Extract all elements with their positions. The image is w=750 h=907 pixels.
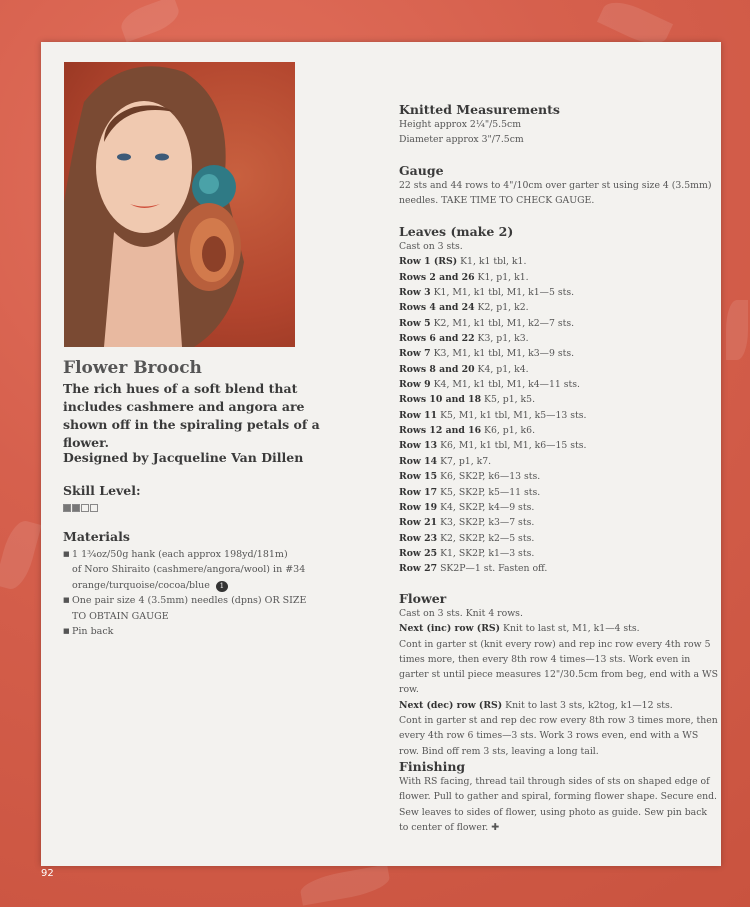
finishing-heading: Finishing (399, 759, 466, 774)
leaves-row: Row 1 (RS) K1, k1 tbl, k1. (399, 256, 527, 268)
leaves-row: Row 25 K1, SK2P, k1—3 sts. (399, 547, 535, 559)
yarn-weight-icon: 1 (216, 581, 228, 592)
pattern-title: Flower Brooch (63, 358, 202, 378)
leaves-row: Row 23 K2, SK2P, k2—5 sts. (399, 532, 535, 544)
leaves-row: Row 21 K3, SK2P, k3—7 sts. (399, 517, 535, 529)
model-with-flower-brooch-image (64, 62, 295, 347)
flower-dec-row: Next (dec) row (RS) Knit to last 3 sts, k2tog, k1—12 sts. (399, 699, 673, 711)
materials-item: of Noro Shiraito (cashmere/angora/wool) in #34 (72, 564, 306, 576)
knitted-measurements-section (399, 102, 719, 148)
leaves-row: Row 11 K5, M1, k1 tbl, M1, k5—13 sts. (399, 409, 587, 421)
flower-instructions-2: Cont in garter st and rep dec row every 8th row 3 times more, then every 4th row 6 times—3 sts. Work 3 rows even, end with a WS row. Bind off rem 3 sts, leaving a long tail. (399, 715, 718, 757)
skill-box-filled (63, 504, 71, 512)
leaves-row: Row 19 K4, SK2P, k4—9 sts. (399, 501, 535, 513)
background-pattern (117, 0, 183, 42)
background-pattern (726, 300, 748, 360)
leaves-row: Row 14 K7, p1, k7. (399, 455, 492, 467)
leaves-row: Row 7 K3, M1, k1 tbl, M1, k3—9 sts. (399, 348, 575, 360)
skill-level-label: Skill Level: (63, 483, 141, 498)
gauge-text: 22 sts and 44 rows to 4"/10cm over garter st using size 4 (3.5mm) needles. TAKE TIME TO CHECK GAUGE. (399, 180, 712, 207)
height-measurement: Height approx 2¼"/5.5cm (399, 119, 522, 130)
skill-box-empty (81, 504, 89, 512)
leaves-row: Rows 12 and 16 K6, p1, k6. (399, 425, 536, 437)
leaves-row: Row 27 SK2P—1 st. Fasten off. (399, 563, 548, 575)
leaves-row: Rows 8 and 20 K4, p1, k4. (399, 363, 529, 375)
model-photo (64, 62, 295, 347)
gauge-section (399, 163, 719, 209)
designer-credit: Designed by Jacqueline Van Dillen (63, 450, 304, 465)
background-pattern (0, 517, 42, 592)
measurements-heading: Knitted Measurements (399, 102, 560, 117)
flower-cast-on: Cast on 3 sts. Knit 4 rows. (399, 608, 523, 619)
leaves-rows (399, 254, 719, 576)
materials-list (63, 547, 325, 639)
leaves-row: Row 3 K1, M1, k1 tbl, M1, k1—5 sts. (399, 287, 575, 299)
page-number: 92 (41, 868, 54, 879)
leaves-row: Row 5 K2, M1, k1 tbl, M1, k2—7 sts. (399, 317, 575, 329)
leaves-row: Row 13 K6, M1, k1 tbl, M1, k6—15 sts. (399, 440, 587, 452)
pattern-description: The rich hues of a soft blend that includes cashmere and angora are shown off in the spiraling petals of a flower. (63, 381, 320, 450)
leaves-row: Row 9 K4, M1, k1 tbl, M1, k4—11 sts. (399, 379, 580, 391)
diameter-measurement: Diameter approx 3"/7.5cm (399, 134, 524, 146)
skill-box-filled (72, 504, 80, 512)
materials-item: orange/turquoise/cocoa/blue 1 (63, 578, 325, 593)
leaves-cast-on: Cast on 3 sts. (399, 241, 463, 252)
leaves-row: Rows 2 and 26 K1, p1, k1. (399, 271, 529, 283)
skill-level-indicator (63, 504, 98, 512)
finishing-section (399, 759, 719, 835)
materials-heading: Materials (63, 529, 130, 544)
pattern-page (41, 42, 721, 866)
leaves-section (399, 224, 719, 577)
materials-item: ■ Pin back (63, 624, 325, 639)
leaves-row: Rows 4 and 24 K2, p1, k2. (399, 302, 529, 314)
skill-box-empty (90, 504, 98, 512)
leaves-row: Row 15 K6, SK2P, k6—13 sts. (399, 471, 541, 483)
flower-section (399, 591, 719, 759)
materials-item: ■ 1 1¾oz/50g hank (each approx 198yd/181m) (63, 547, 325, 562)
leaves-heading: Leaves (make 2) (399, 224, 514, 239)
finishing-text: With RS facing, thread tail through sides of sts on shaped edge of flower. Pull to gather and spiral, forming flower shape. Secure end. Sew leaves to sides of flower, using photo as guide. Sew pin back to center of flower. ✚ (399, 776, 717, 833)
flower-inc-row: Next (inc) row (RS) Knit to last st, M1, k1—4 sts. (399, 623, 640, 635)
gauge-heading: Gauge (399, 163, 444, 178)
materials-item: ■ One pair size 4 (3.5mm) needles (dpns) OR SIZE (63, 593, 325, 608)
leaves-row: Row 17 K5, SK2P, k5—11 sts. (399, 486, 541, 498)
flower-heading: Flower (399, 591, 447, 606)
flower-instructions-1: Cont in garter st (knit every row) and rep inc row every 4th row 5 times more, then every 8th row 4 times—13 sts. Work even in garter st until piece measures 12"/30.5cm from beg, end with a WS row. (399, 638, 718, 696)
leaves-row: Rows 10 and 18 K5, p1, k5. (399, 394, 536, 406)
materials-item: TO OBTAIN GAUGE (72, 610, 169, 622)
leaves-row: Rows 6 and 22 K3, p1, k3. (399, 333, 529, 345)
background-pattern (298, 864, 391, 905)
